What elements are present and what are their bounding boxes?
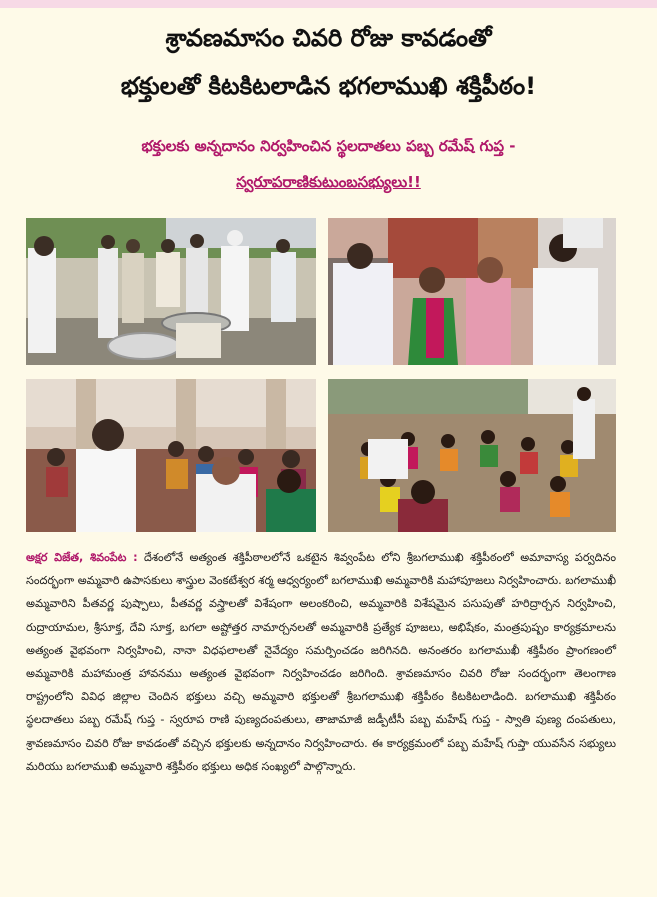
article-dateline: అక్షర విజేత, శివంపేట : <box>26 551 138 564</box>
photo-annadanam <box>328 379 616 532</box>
headline-line-2: భక్తులతో కిటకిటలాడిన భగలాముఖి శక్తిపీఠం! <box>120 72 537 100</box>
subheadline-line-2: స్వరూపరాణికుటుంబసభ్యులు!! <box>236 173 421 191</box>
article-body <box>26 546 616 778</box>
photo-food-serving <box>26 218 316 365</box>
headline <box>0 14 657 110</box>
subheadline-line-1: భక్తులకు అన్నదానం నిర్వహించిన స్థలదాతలు పబ్బ రమేష్ గుప్త - <box>141 137 516 155</box>
photo-devotees-greeting <box>328 218 616 365</box>
article-text: దేశంలోనే అత్యంత శక్తిపీఠాలలోనే ఒకటైన శివ్వంపేట లోని శ్రీబగలాముఖి శక్తిపీఠంలో అమావాస్య పర్వదినం సందర్భంగా అమ్మవారి ఉపాసకులు శాస్త్రుల వెంకటేశ్వర శర్మ ఆధ్వర్యంలో బగలాముఖి అమ్మవారికి మహాపూజలు నిర్వహించారు. బగలాముఖీ అమ్మవారిని పీతవర్ణ పుష్పాలు, పీతవర్ణ వస్త్రాలతో విశేషంగా అలంకరించి, అమ్మవారికి విశేషమైన పసుపుతో హరిద్రార్చన నిర్వహించి, రుద్రాయామల, శ్రీసూక్త, దేవి సూక్త, బగలా అష్టోత్తర నామార్చనలతో అమ్మవారికి ప్రత్యేక పూజలు, అభిషేకం, మంత్రపుష్పం కార్యక్రమాలను అత్యంత వైభవంగా నిర్వహించి, నానా విధఫలాలతో నైవేద్యం సమర్పించడం జరిగినది. అనంతరం బగలాముఖీ శక్తిపీఠం ప్రాంగణంలో అమ్మవారికి మహామంత్ర హావనము అత్యంత వైభవంగా నిర్వహించడం జరిగింది. శ్రావణమాసం చివరి రోజు సందర్భంగా తెలంగాణ రాష్ట్రంలోని వివిధ జిల్లాల చెందిన భక్తులు వచ్చి అమ్మవారి భక్తులతో శ్రీబగలాముఖి శక్తిపీఠం కిటకిటలాడింది. బగలాముఖి శక్తిపీఠం స్థలదాతలు పబ్బ రమేష్ గుప్త - స్వరూప రాణి పుణ్యదంపతులు, తాజామాజీ జడ్పీటీసీ పబ్బ మహేష్ గుప్త - స్వాతి పుణ్య దంపతులు, శ్రావణమాసం చివరి రోజు కావడంతో వచ్చిన భక్తులకు అన్నదానం నిర్వహించారు. ఈ కార్యక్రమంలో పబ్బ మహేష్ గుప్తా యువసేన సభ్యులు మరియు బగలాముఖి అమ్మవారి శక్తిపీఠం భక్తులు అధిక సంఖ్యలో పాల్గొన్నారు. <box>26 551 616 773</box>
subheadline <box>0 128 657 200</box>
top-color-strip <box>0 0 657 8</box>
headline-line-1: శ్రావణమాసం చివరి రోజు కావడంతో <box>165 24 492 52</box>
photo-seated-crowd <box>26 379 316 532</box>
